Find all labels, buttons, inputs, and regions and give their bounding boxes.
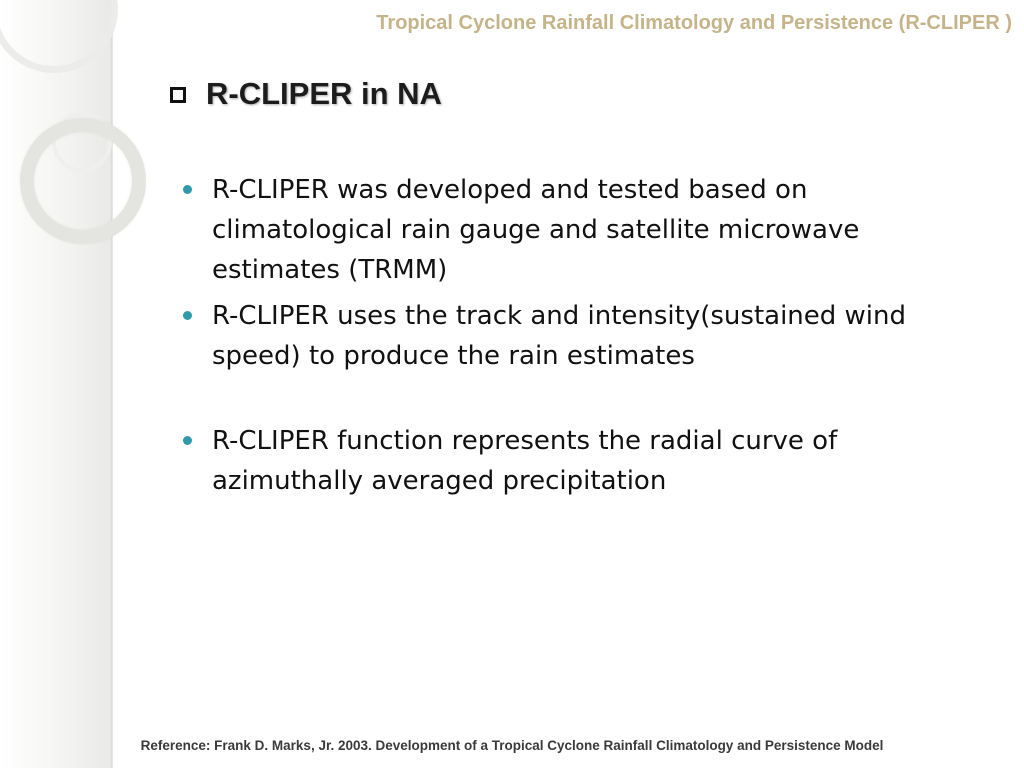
bullet-text: R-CLIPER function represents the radial curve of azimuthally averaged precipitation [212,426,838,496]
slide-heading-text: R-CLIPER in NA [206,76,442,111]
presentation-title: Tropical Cyclone Rainfall Climatology and Persistence (R-CLIPER ) [376,12,1012,34]
bullet-text: R-CLIPER uses the track and intensity(sustained wind speed) to produce the rain estimates [212,301,907,371]
teal-dot-bullet-icon [183,311,192,320]
bullet-list [183,170,983,501]
decorative-strip-edge [110,0,113,768]
bullet-text: R-CLIPER was developed and tested based on climatological rain gauge and satellite microwave estimates (TRMM) [212,175,860,285]
teal-dot-bullet-icon [183,185,192,194]
decorative-ring-icon [20,118,146,244]
bullet-item-inputs [183,296,983,376]
bullet-item-development [183,170,983,290]
slide-heading [170,76,442,112]
hollow-square-bullet-icon [170,87,186,103]
bullet-item-function [183,421,983,501]
teal-dot-bullet-icon [183,436,192,445]
reference-footer: Reference: Frank D. Marks, Jr. 2003. Development of a Tropical Cyclone Rainfall Climatology and Persistence Model [140,738,884,753]
